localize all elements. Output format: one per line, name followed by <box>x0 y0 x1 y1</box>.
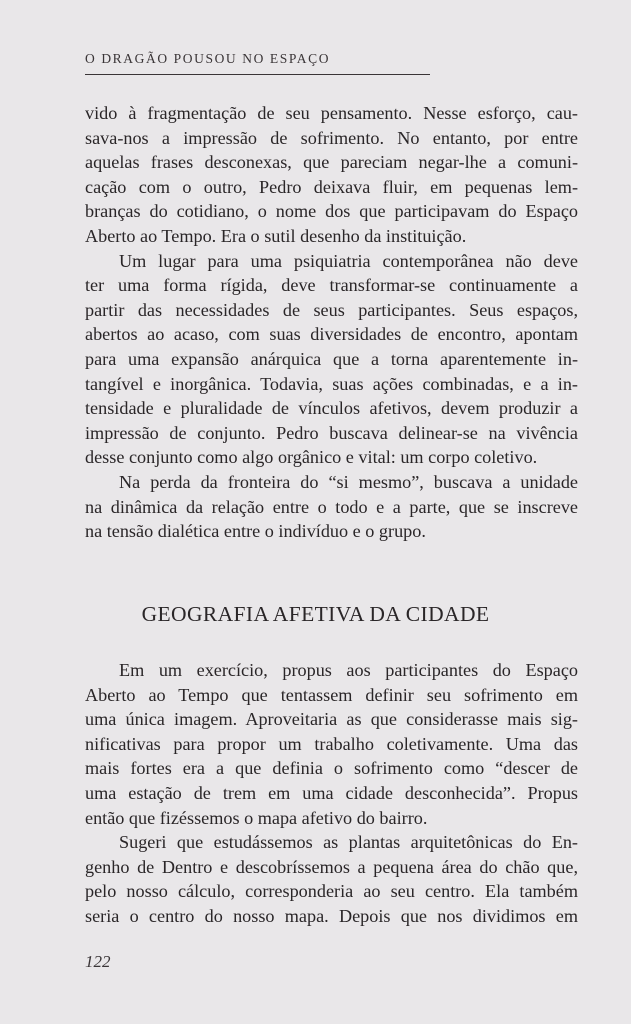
text-line: Na perda da fronteira do “si mesmo”, buscava a unidade <box>119 471 578 492</box>
text-line: partir das necessidades de seus participantes. Seus espaços, <box>85 299 578 320</box>
text-line: mais fortes era a que definia o sofrimento como “descer de <box>85 758 578 779</box>
text-line: tensidade e pluralidade de vínculos afetivos, devem produzir a <box>85 398 578 419</box>
text-line: Em um exercício, propus aos participantes do Espaço <box>119 660 578 680</box>
text-line: pelo nosso cálculo, corresponderia ao seu centro. Ela também <box>85 881 578 902</box>
text-line: cação com o outro, Pedro deixava fluir, em pequenas lem- <box>85 176 578 197</box>
page-number: 122 <box>85 952 111 971</box>
running-head-rule <box>85 74 430 75</box>
text-line: desse conjunto como algo orgânico e vital: um corpo coletivo. <box>85 447 538 468</box>
text-line: Aberto ao Tempo. Era o sutil desenho da instituição. <box>85 225 467 246</box>
text-line: então que fizéssemos o mapa afetivo do bairro. <box>85 807 428 828</box>
section-heading: GEOGRAFIA AFETIVA DA CIDADE <box>141 602 490 626</box>
paragraph-2 <box>85 249 578 470</box>
text-line: uma estação de trem em uma cidade desconhecida”. Propus <box>85 782 578 803</box>
text-line: abertos ao acaso, com suas diversidades de encontro, apontam <box>85 324 578 345</box>
text-line: impressão de conjunto. Pedro buscava delinear-se na vivência <box>85 422 578 443</box>
paragraph-1 <box>85 101 578 249</box>
text-line: tangível e inorgânica. Todavia, suas ações combinadas, e a in- <box>85 373 578 394</box>
text-line: Um lugar para uma psiquiatria contemporânea não deve <box>119 250 578 271</box>
text-line: Aberto ao Tempo que tentassem definir seu sofrimento em <box>85 684 578 705</box>
text-line: sava-nos a impressão de sofrimento. No entanto, por entre <box>85 127 578 148</box>
text-line: para uma expansão anárquica que a torna aparentemente in- <box>85 348 578 369</box>
body-text-top <box>85 101 578 544</box>
text-line: aquelas frases desconexas, que pareciam negar-lhe a comuni- <box>85 152 578 173</box>
paragraph-4 <box>85 658 578 830</box>
text-line: uma única imagem. Aproveitaria as que considerasse mais sig- <box>85 709 578 730</box>
text-line: branças do cotidiano, o nome dos que participavam do Espaço <box>85 201 578 222</box>
text-line: na dinâmica da relação entre o todo e a parte, que se inscreve <box>85 496 578 517</box>
text-line: Sugeri que estudássemos as plantas arquitetônicas do En- <box>119 832 578 853</box>
paragraph-5 <box>85 830 578 928</box>
running-head: O DRAGÃO POUSOU NO ESPAÇO <box>85 51 331 66</box>
text-line: vido à fragmentação de seu pensamento. Nesse esforço, cau- <box>85 103 578 123</box>
paragraph-3 <box>85 470 578 544</box>
body-text-bottom <box>85 658 578 929</box>
text-line: na tensão dialética entre o indivíduo e o grupo. <box>85 521 426 542</box>
text-line: ter uma forma rígida, deve transformar-se continuamente a <box>85 275 578 296</box>
text-line: genho de Dentro e descobríssemos a pequena área do chão que, <box>85 856 578 877</box>
text-line: seria o centro do nosso mapa. Depois que nos dividimos em <box>85 905 578 926</box>
text-line: nificativas para propor um trabalho coletivamente. Uma das <box>85 733 578 754</box>
